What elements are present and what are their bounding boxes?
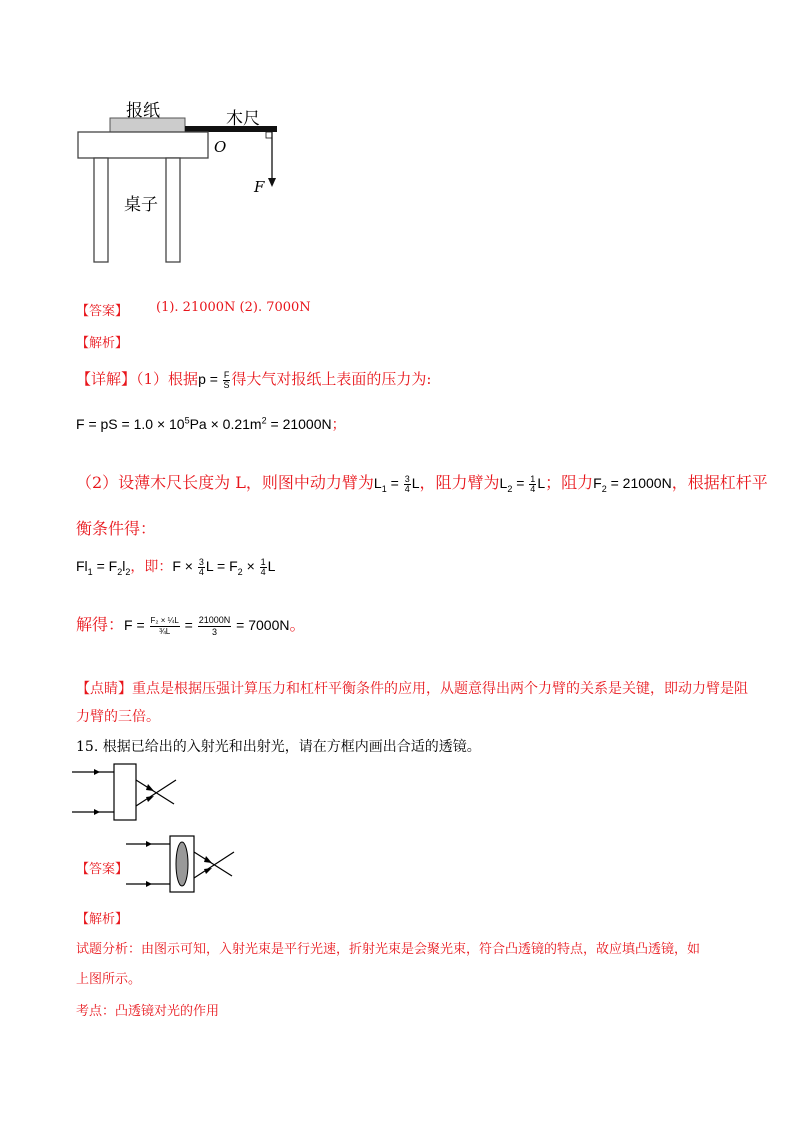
- lens-answer-figure: [126, 834, 246, 894]
- table-leg-right: [166, 158, 180, 262]
- empty-box: [114, 764, 136, 820]
- pivot-label: O: [214, 138, 227, 156]
- detail-line-2: （2）设薄木尺长度为 L，则图中动力臂为$L_1$ = $\frac{3}{4}$ L，阻力臂为$L_2$ = $\frac{1}{4}$ L；阻力$F_2 = 21000N$，根据杠杆平: [76, 473, 768, 494]
- ruler-label: 木尺: [226, 109, 260, 129]
- table-leg-left: [94, 158, 108, 262]
- convex-lens-icon: [176, 842, 188, 886]
- dianjing-line-1: 【点睛】重点是根据压强计算压力和杠杆平衡条件的应用，从题意得出两个力臂的关系是关键，即动力臂是阻: [76, 681, 748, 697]
- balance-equation: $Fl_1 = F_2l_2$，即：F × $\frac{3}{4}$ $L = F_2$ × $\frac{1}{4}$ L: [76, 556, 276, 577]
- analysis-tag: 【解析】: [76, 336, 129, 351]
- right-angle-mark: [266, 132, 272, 138]
- question-15: 15. 根据已给出的入射光和出射光，请在方框内画出合适的透镜。: [76, 739, 481, 755]
- lever-figure: [70, 90, 310, 270]
- analysis15-line-1: 试题分析：由图示可知，入射光束是平行光速，折射光束是会聚光束，符合凸透镜的特点，故应填凸透镜，如: [76, 942, 701, 957]
- table-label: 桌子: [124, 195, 158, 215]
- table-top: [78, 132, 208, 158]
- force-label: F: [254, 178, 265, 196]
- kaodian: 考点：凸透镜对光的作用: [76, 1004, 220, 1019]
- answer-text: (1). 21000N (2). 7000N: [156, 300, 311, 315]
- pressure-equation: F = pS = $1.0 \times 10^5Pa \times 0.21m^2 = 21000N$；: [76, 415, 346, 432]
- force-arrow-head: [268, 178, 276, 187]
- detail-tag: 【详解】: [76, 370, 137, 388]
- answer-tag: 【答案】: [76, 304, 129, 319]
- newspaper-label: 报纸: [126, 101, 160, 121]
- answer15-tag: 【答案】: [76, 862, 129, 877]
- detail-line-1: 【详解】（1）根据p = $\frac{F}{S}$ 得大气对报纸上表面的压力为:: [76, 369, 432, 390]
- pressure-formula: p = $\frac{F}{S}$: [198, 369, 230, 390]
- detail-line-3: 衡条件得：: [76, 519, 157, 538]
- analysis15-line-2: 上图所示。: [76, 972, 142, 987]
- solve-line: 解得：F = $\frac{\text{F₂ × ¼L}}{\text{¾L}}$ = $\frac{21000N}{3}$ = 7000N。: [76, 614, 306, 637]
- dianjing-line-2: 力臂的三倍。: [76, 709, 160, 725]
- analysis15-tag: 【解析】: [76, 912, 129, 927]
- lens-question-figure: [72, 762, 212, 822]
